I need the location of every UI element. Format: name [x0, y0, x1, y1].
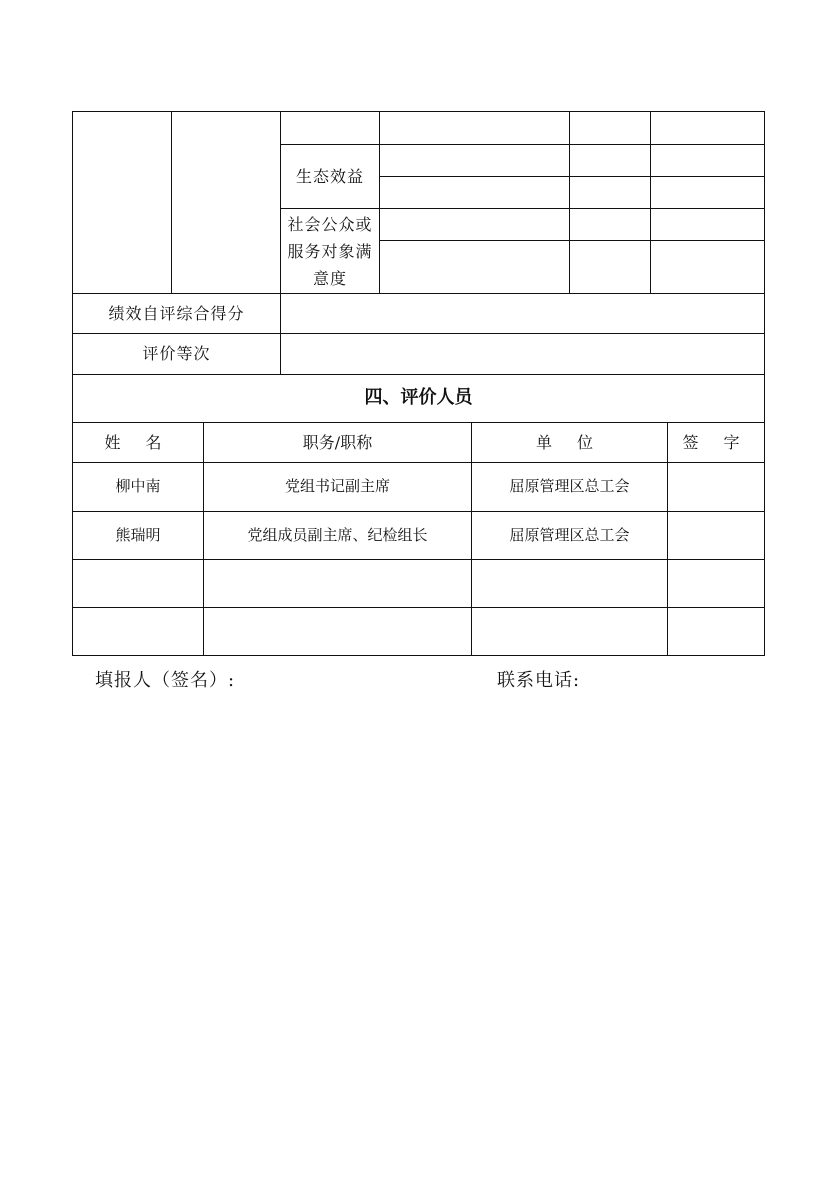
grade-label: 评价等次	[142, 344, 211, 364]
table-bottom-border	[72, 655, 765, 656]
row3-unit[interactable]	[472, 560, 667, 607]
header-name: 姓 名	[104, 432, 172, 452]
row4-signature[interactable]	[668, 608, 764, 655]
row1-title: 党组书记副主席	[284, 477, 390, 496]
grid-line	[379, 176, 765, 177]
grid-line	[379, 111, 380, 293]
grid-line	[569, 111, 570, 293]
header-unit: 单 位	[535, 432, 604, 452]
row2-name: 熊瑞明	[115, 525, 161, 544]
header-title: 职务/职称	[302, 432, 373, 452]
row3-title[interactable]	[204, 560, 471, 607]
table-top-border	[72, 111, 765, 112]
row1-name: 柳中南	[115, 477, 161, 496]
grid-line	[650, 111, 651, 293]
row2-signature[interactable]	[668, 512, 764, 559]
total-score-label: 绩效自评综合得分	[108, 303, 245, 323]
row2-title: 党组成员副主席、纪检组长	[247, 525, 428, 544]
header-signature: 签 字	[682, 432, 750, 452]
row1-unit: 屈原管理区总工会	[509, 477, 630, 496]
table-right-border	[764, 111, 765, 656]
filler-signature-label: 填报人（签名）:	[95, 670, 236, 691]
row1-signature[interactable]	[668, 463, 764, 511]
row4-name[interactable]	[73, 608, 203, 655]
row3-name[interactable]	[73, 560, 203, 607]
grid-line	[379, 240, 765, 241]
contact-phone-label: 联系电话:	[497, 670, 581, 691]
row2-unit: 屈原管理区总工会	[509, 525, 630, 544]
public-satisfaction-label: 社会公众或服务对象满意度	[287, 214, 373, 288]
grid-line	[171, 111, 172, 293]
section-title: 四、评价人员	[364, 387, 473, 409]
row4-unit[interactable]	[472, 608, 667, 655]
row3-signature[interactable]	[668, 560, 764, 607]
row4-title[interactable]	[204, 608, 471, 655]
ecological-benefit-label: 生态效益	[295, 166, 364, 186]
